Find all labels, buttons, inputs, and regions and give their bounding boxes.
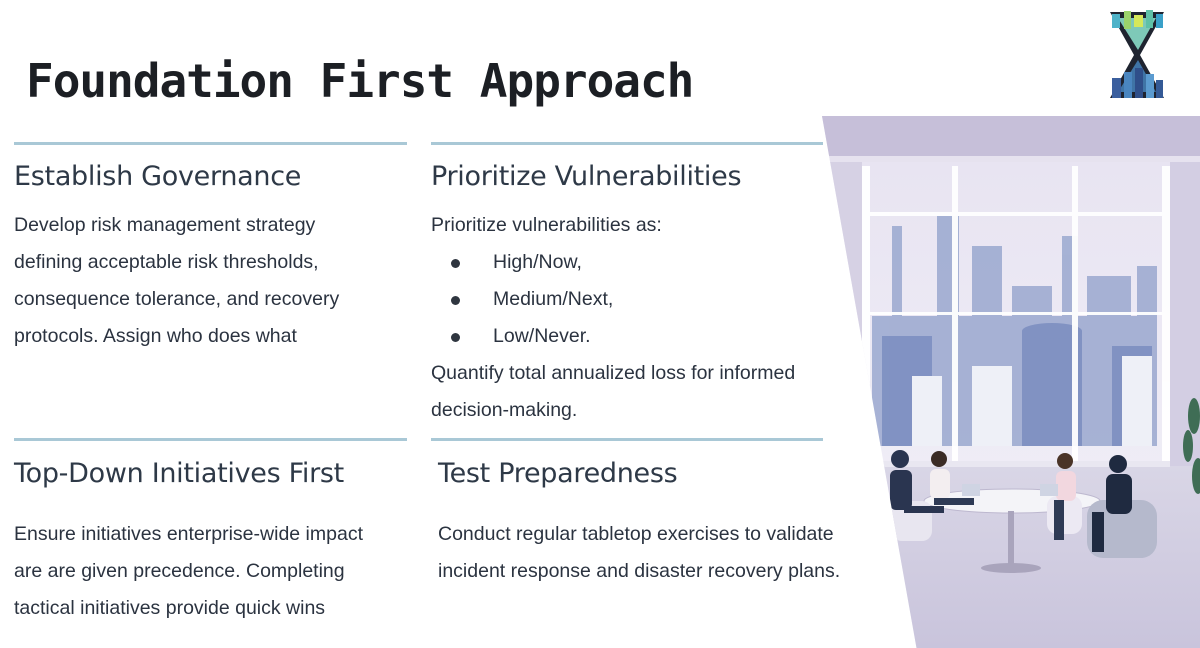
office-meeting-illustration — [822, 116, 1200, 648]
divider-bottom-right — [431, 438, 823, 441]
priority-item-high: High/Now, — [431, 244, 826, 281]
divider-bottom-left — [14, 438, 407, 441]
top-down-text — [14, 516, 414, 627]
governance-line: consequence tolerance, and recovery — [14, 288, 340, 310]
bullet-dot-icon — [451, 259, 460, 268]
top-down-line: are are given precedence. Completing — [14, 560, 345, 582]
priority-item-low: Low/Never. — [431, 318, 826, 355]
governance-line: protocols. Assign who does what — [14, 325, 297, 347]
governance-text — [14, 207, 409, 355]
preparedness-line: incident response and disaster recovery plans. — [438, 560, 841, 582]
governance-heading: Establish Governance — [14, 161, 302, 192]
priority-item-medium: Medium/Next, — [431, 281, 826, 318]
preparedness-heading: Test Preparedness — [438, 458, 678, 489]
top-down-heading: Top-Down Initiatives First — [14, 458, 344, 489]
preparedness-text — [438, 516, 878, 590]
company-logo — [1104, 8, 1170, 102]
top-down-line: Ensure initiatives enterprise-wide impact — [14, 523, 363, 545]
governance-line: defining acceptable risk thresholds, — [14, 251, 319, 273]
priority-list — [431, 244, 826, 355]
vulnerabilities-outro-line: Quantify total annualized loss for informed — [431, 362, 796, 384]
top-down-line: tactical initiatives provide quick wins — [14, 597, 326, 619]
bullet-dot-icon — [451, 296, 460, 305]
vulnerabilities-text — [431, 207, 826, 429]
vulnerabilities-heading: Prioritize Vulnerabilities — [431, 161, 742, 192]
divider-top-right — [431, 142, 823, 145]
vulnerabilities-intro: Prioritize vulnerabilities as: — [431, 214, 662, 236]
governance-line: Develop risk management strategy — [14, 214, 316, 236]
bullet-dot-icon — [451, 333, 460, 342]
preparedness-line: Conduct regular tabletop exercises to validate — [438, 523, 834, 545]
vulnerabilities-outro-line: decision-making. — [431, 399, 578, 421]
divider-top-left — [14, 142, 407, 145]
slide-title: Foundation First Approach — [26, 54, 694, 108]
